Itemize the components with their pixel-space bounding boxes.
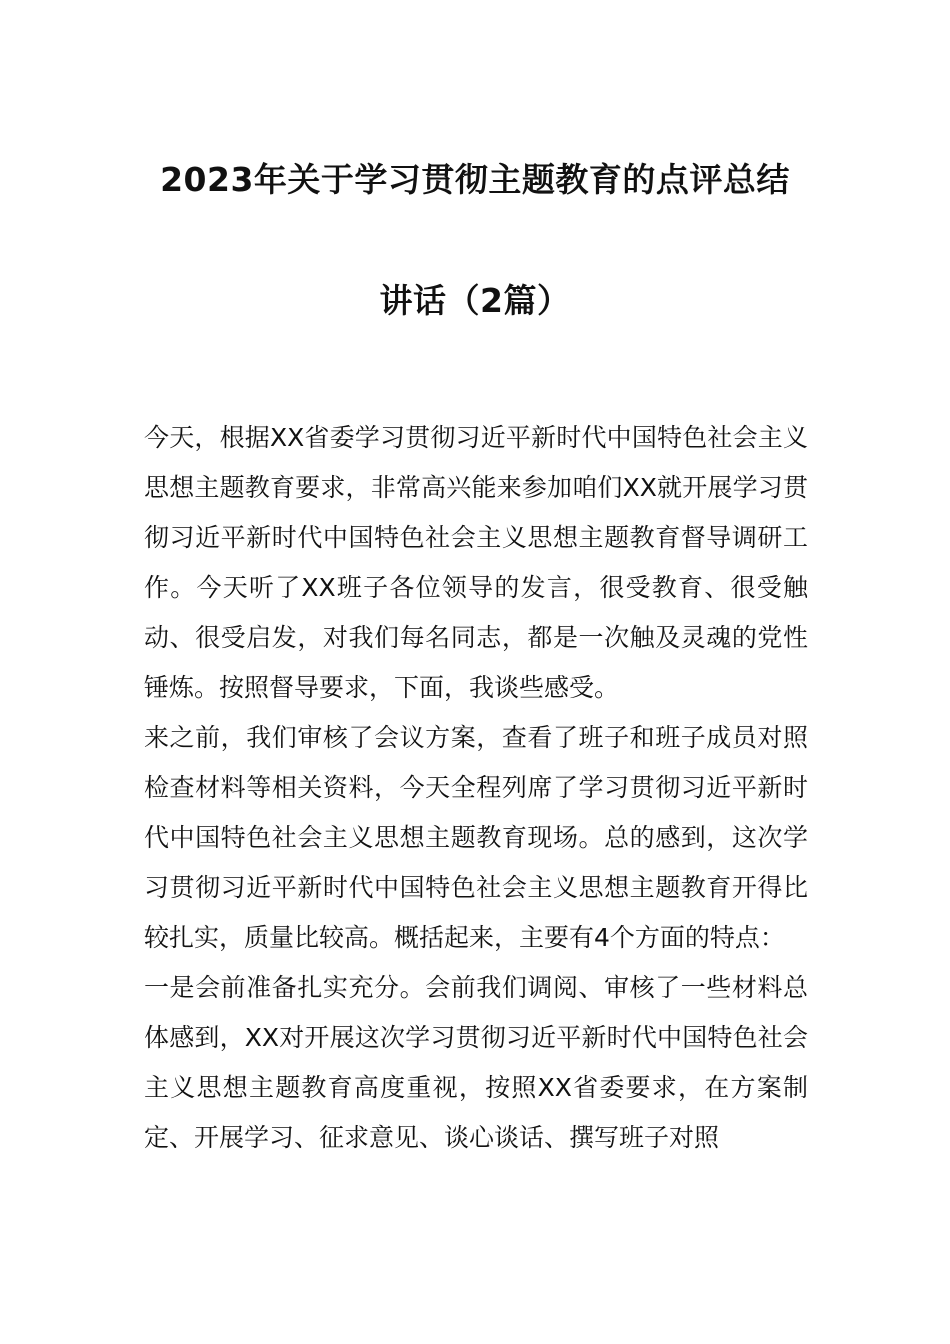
paragraph-point-one: 一是会前准备扎实充分。会前我们调阅、审核了一些材料总体感到，XX对开展这次学习贯彻习近平新时代中国特色社会主义思想主题教育高度重视，按照XX省委要求，在方案制定、开展学习、征求意见、谈心谈话、撰写班子对照	[144, 973, 808, 1152]
paragraph-overview: 来之前，我们审核了会议方案，查看了班子和班子成员对照检查材料等相关资料，今天全程列席了学习贯彻习近平新时代中国特色社会主义思想主题教育现场。总的感到，这次学习贯彻习近平新时代中国特色社会主义思想主题教育开得比较扎实，质量比较高。概括起来，主要有4个方面的特点：	[144, 723, 808, 952]
document-title-line-1: 2023年关于学习贯彻主题教育的点评总结	[160, 160, 790, 199]
document-body	[144, 413, 808, 1163]
paragraph-intro: 今天，根据XX省委学习贯彻习近平新时代中国特色社会主义思想主题教育要求，非常高兴能来参加咱们XX就开展学习贯彻习近平新时代中国特色社会主义思想主题教育督导调研工作。今天听了XX班子各位领导的发言，很受教育、很受触动、很受启发，对我们每名同志，都是一次触及灵魂的党性锤炼。按照督导要求，下面，我谈些感受。	[144, 423, 808, 702]
document-title-line-2: 讲话（2篇）	[379, 281, 571, 320]
